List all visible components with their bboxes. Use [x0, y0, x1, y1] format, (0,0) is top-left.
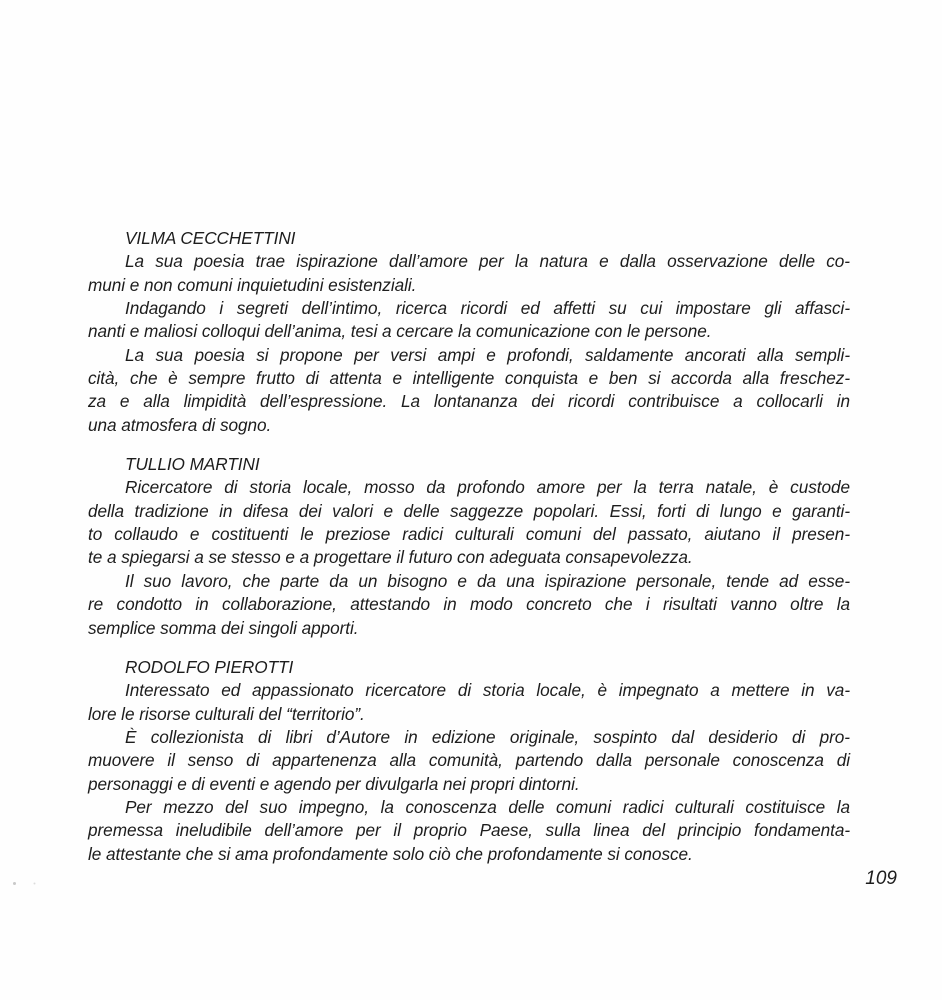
section-heading: RODOLFO PIEROTTI: [125, 656, 294, 677]
section-heading: VILMA CECCHETTINI: [125, 228, 296, 248]
text-line: Indagando i segreti dell’intimo, ricerca ricordi ed affetti su cui impostare gli affasci-: [125, 298, 850, 319]
text-block: [88, 227, 850, 866]
text-line: re condotto in collaborazione, attestando in modo concreto che i risultati vanno oltre la: [88, 594, 850, 615]
text-line: Per mezzo del suo impegno, la conoscenza delle comuni radici culturali costituisce la: [125, 796, 850, 817]
text-line: lore le risorse culturali del “territorio”.: [88, 703, 365, 724]
text-line: nanti e maliosi colloqui dell’anima, tesi a cercare la comunicazione con le persone.: [88, 321, 712, 342]
text-line: Interessato ed appassionato ricercatore di storia locale, è impegnato a mettere in va-: [125, 680, 850, 701]
text-line: muni e non comuni inquietudini esistenziali.: [88, 274, 417, 295]
text-line: La sua poesia trae ispirazione dall’amore per la natura e dalla osservazione delle co-: [125, 251, 850, 272]
text-line: personaggi e di eventi e agendo per divulgarla nei propri dintorni.: [88, 773, 580, 794]
page-number: 109: [865, 868, 897, 889]
text-line: cità, che è sempre frutto di attenta e intelligente conquista e ben si accorda alla freschez-: [88, 368, 850, 389]
scan-artifact: [13, 882, 16, 885]
text-line: muovere il senso di appartenenza alla comunità, partendo dalla personale conoscenza di: [88, 750, 850, 771]
text-line: una atmosfera di sogno.: [88, 414, 272, 435]
text-line: le attestante che si ama profondamente solo ciò che profondamente si conosce.: [88, 843, 693, 864]
text-line: La sua poesia si propone per versi ampi e profondi, saldamente ancorati alla sempli-: [125, 344, 850, 365]
text-line: premessa ineludibile dell’amore per il proprio Paese, sulla linea del principio fondamenta-: [88, 820, 850, 841]
text-line: semplice somma dei singoli apporti.: [88, 617, 359, 638]
section-heading: TULLIO MARTINI: [125, 454, 260, 475]
text-line: della tradizione in difesa dei valori e delle saggezze popolari. Essi, forti di lungo e garanti-: [88, 500, 850, 521]
text-line: Ricercatore di storia locale, mosso da profondo amore per la terra natale, è custode: [125, 477, 850, 498]
text-line: za e alla limpidità dell’espressione. La lontananza dei ricordi contribuisce a collocarli in: [88, 391, 850, 412]
author-section: [88, 227, 850, 437]
text-line: to collaudo e costituenti le preziose radici culturali comuni del passato, aiutano il presen-: [88, 524, 850, 545]
text-line: È collezionista di libri d’Autore in edizione originale, sospinto dal desiderio di pro-: [125, 726, 850, 747]
author-section: [88, 656, 850, 866]
author-section: [88, 453, 850, 640]
text-line: te a spiegarsi a se stesso e a progettare il futuro con adeguata consapevolezza.: [88, 547, 693, 568]
text-line: Il suo lavoro, che parte da un bisogno e da una ispirazione personale, tende ad esse-: [125, 570, 850, 591]
